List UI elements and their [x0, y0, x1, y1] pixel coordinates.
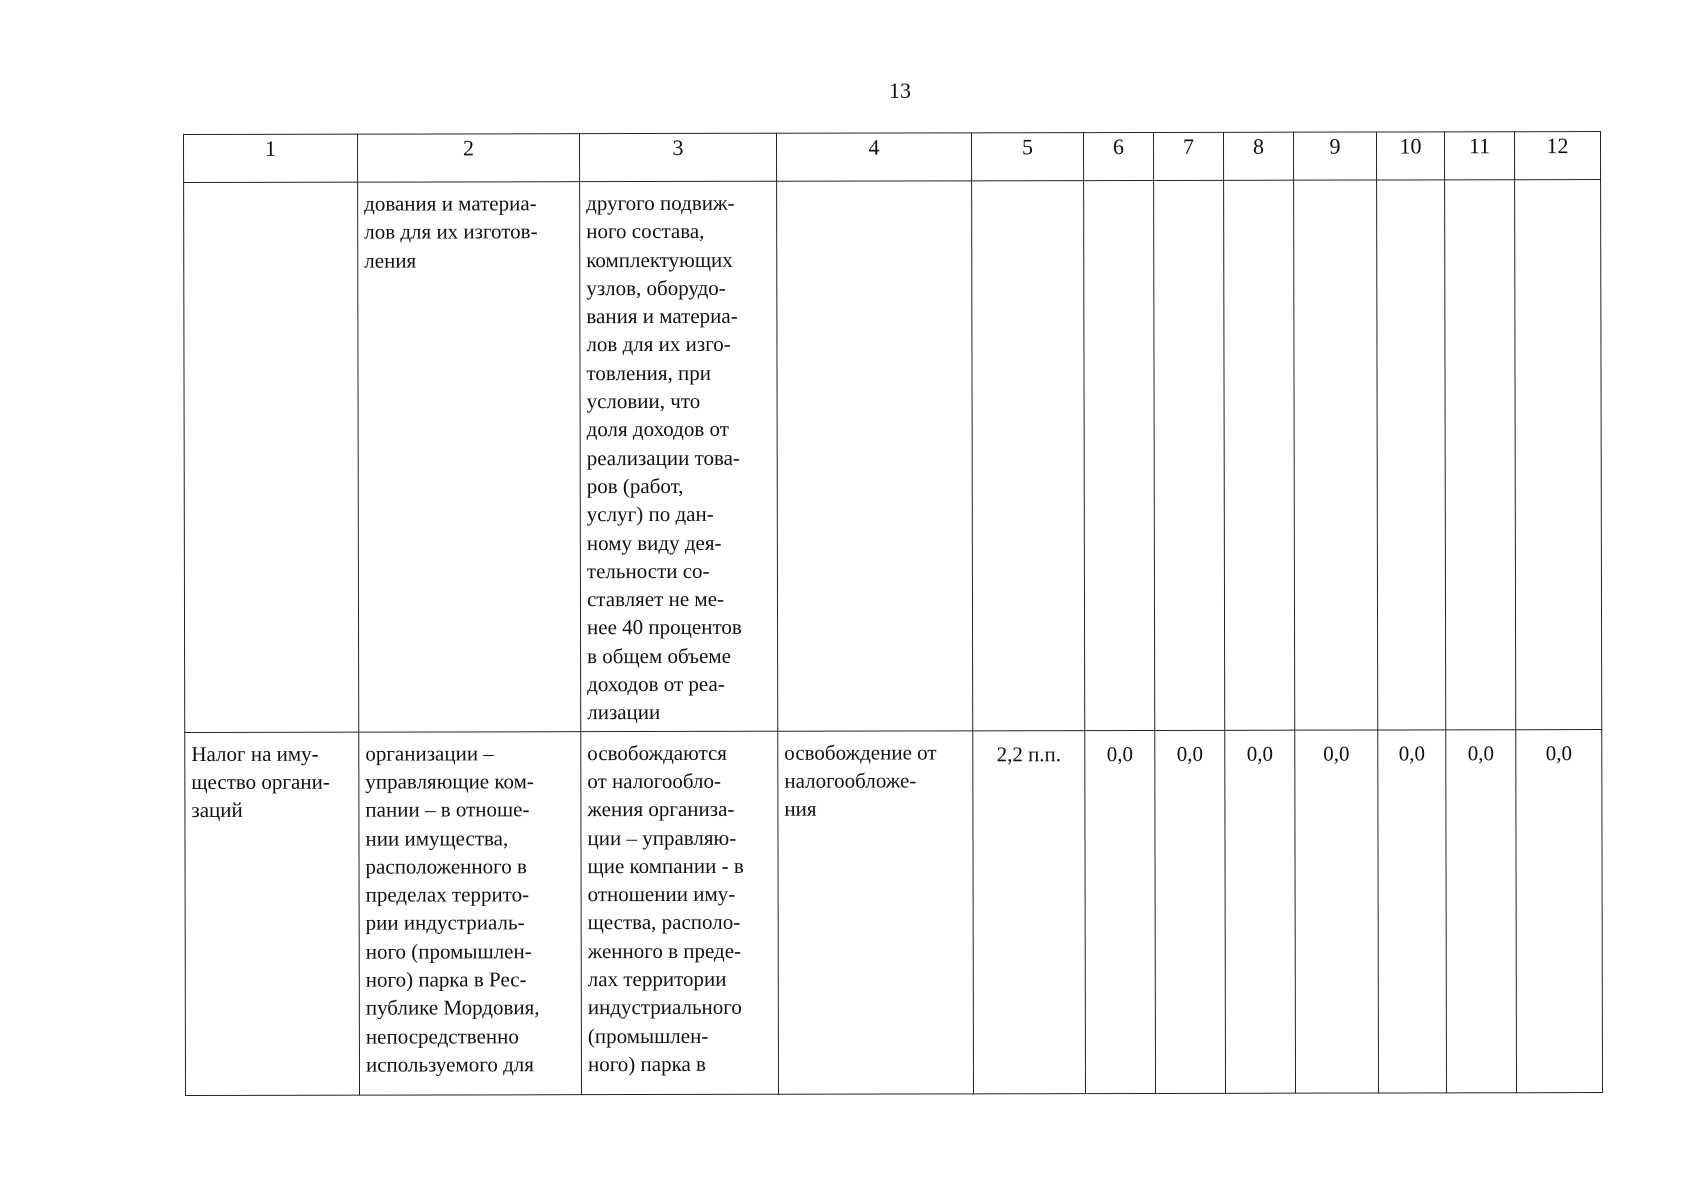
table-row: [185, 729, 1603, 1095]
cell-value: 0,0: [1176, 741, 1203, 766]
column-header: 6: [1083, 132, 1153, 180]
value-cell: [1378, 729, 1447, 1092]
cell-text: организации – управляющие ком- пании – в отноше- нии имущества, расположенного в пределах террито- рии индустриаль- ного (промышлен- ного) парка в Рес- публике Мордовия, непосредственно используемого для: [365, 740, 540, 1077]
column-header: 12: [1514, 132, 1600, 180]
column-header: 10: [1376, 132, 1444, 180]
beneficiary-cell: [358, 182, 581, 732]
cell-value: [1224, 181, 1293, 194]
tax-name-cell: [185, 732, 360, 1095]
cell-value: [1515, 180, 1600, 193]
condition-cell: [581, 731, 779, 1094]
value-cell: [1295, 730, 1379, 1093]
cell-value: 0,0: [1106, 741, 1133, 766]
cell-value: 0,0: [1398, 741, 1425, 766]
value-cell: [1155, 730, 1226, 1093]
cell-value: [1154, 181, 1223, 194]
column-header: 4: [776, 133, 971, 181]
cell-text: освобождение от налогообложе- ния: [784, 740, 937, 821]
value-cell: [1225, 730, 1296, 1093]
value-cell: [1446, 729, 1517, 1092]
column-header: 1: [184, 134, 358, 182]
value-cell: [1515, 180, 1602, 730]
column-header: 8: [1223, 132, 1293, 180]
cell-text: дования и материа- лов для их изготов- ления: [364, 191, 538, 273]
cell-text: Налог на иму- щество органи- заций: [191, 741, 330, 823]
column-header: 7: [1153, 132, 1223, 180]
value-cell: [1224, 180, 1295, 730]
cell-text: [184, 183, 357, 194]
column-header: 5: [971, 133, 1083, 181]
cell-value: [1084, 181, 1153, 194]
benefits-table: [183, 131, 1603, 1096]
value-cell: [1377, 180, 1446, 730]
cell-value: [1294, 181, 1376, 194]
cell-value: 0,0: [1323, 741, 1350, 766]
value-cell: [1516, 729, 1603, 1092]
page-number: 13: [889, 78, 911, 103]
cell-text: [777, 181, 971, 192]
value-cell: [1154, 180, 1225, 730]
cell-value: 0,0: [1246, 741, 1273, 766]
cell-value: 0,0: [1467, 740, 1494, 765]
table-row: [184, 180, 1602, 733]
cell-text: другого подвиж- ного состава, комплектующих узлов, оборудо- вания и материа- лов для их изго- товления, при условии, что доля доходов от реализации това- ров (работ, услуг) по дан- ному виду дея- тельности со- ставляет не ме- нее 40 процентов в общем объеме доходов от реа- лизации: [586, 190, 742, 725]
column-header: 9: [1293, 132, 1376, 180]
table-header-row: [184, 132, 1601, 183]
cell-value: [1377, 180, 1444, 193]
rate-cell: [972, 181, 1085, 731]
cell-value: 0,0: [1545, 740, 1572, 765]
value-cell: [1084, 180, 1155, 730]
beneficiary-cell: [359, 731, 582, 1094]
cell-value: [972, 181, 1083, 194]
column-header: 2: [358, 134, 580, 182]
benefit-type-cell: [778, 730, 974, 1093]
cell-value: 2,2 п.п.: [996, 741, 1062, 766]
cell-text: освобождаются от налогообло- жения организа- ции – управляю- щие компании - в отношении иму- щества, располо- женного в преде- лах территории индустриального (промышлен- ного) парка в: [587, 740, 744, 1077]
column-header: 11: [1444, 132, 1514, 180]
condition-cell: [580, 181, 778, 731]
rate-cell: [973, 730, 1086, 1093]
value-cell: [1294, 180, 1378, 730]
tax-name-cell: [184, 182, 359, 732]
cell-value: [1445, 180, 1514, 193]
value-cell: [1445, 180, 1516, 730]
value-cell: [1085, 730, 1156, 1093]
column-header: 3: [580, 133, 777, 181]
benefit-type-cell: [777, 181, 973, 731]
